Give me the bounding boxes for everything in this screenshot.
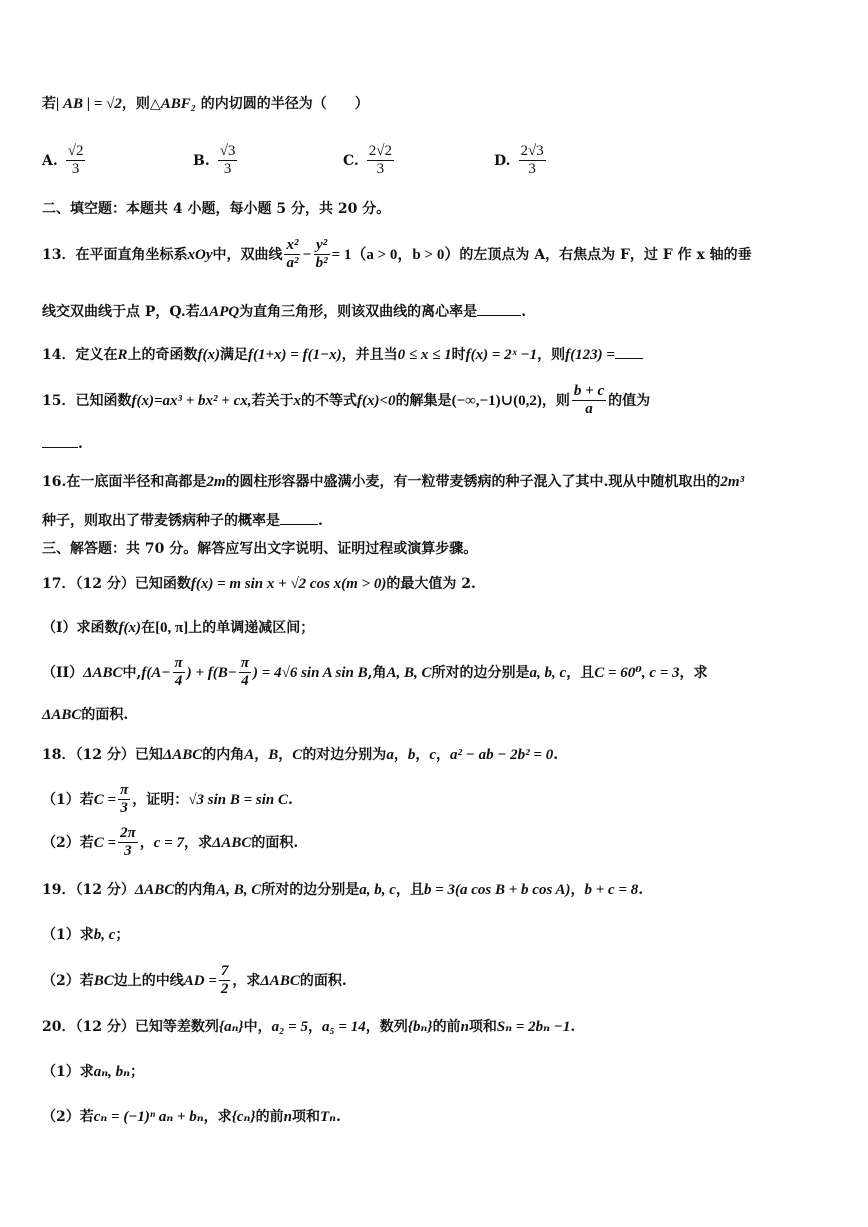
q19-text: 所对的边分别是 — [261, 882, 360, 898]
q19-text: 边上的中线 — [113, 972, 184, 989]
q19-math: b = 3(a cos B + b cos A) — [423, 882, 571, 898]
q18-text: ， — [415, 747, 430, 763]
q18-text: ， — [139, 834, 154, 851]
q12-option-d — [494, 143, 548, 179]
q18-math: C — [292, 747, 303, 763]
q18-text: 的内角 — [202, 747, 245, 763]
q17-math: f(A− — [141, 664, 171, 681]
q19-math: ΔABC — [260, 972, 300, 989]
q17-math: ) = 4√6 sin A sin B — [253, 664, 368, 681]
q17-frac-den: 4 — [241, 673, 249, 690]
q19-math: b + c = 8 — [584, 882, 639, 898]
q16-line1 — [42, 473, 744, 492]
q20-text: 项和 — [468, 1019, 497, 1035]
q16-line2 — [42, 512, 323, 531]
q20-text: （2）若 — [42, 1109, 94, 1125]
q18-text: 的对边分别为 — [302, 747, 387, 763]
q20-text: ； — [130, 1064, 144, 1080]
q18-math: c = 7 — [153, 834, 184, 851]
q12-option-c — [343, 143, 396, 179]
q19-text: 的面积. — [299, 972, 347, 989]
q16-text: . — [318, 513, 323, 529]
q17-text: 的面积. — [81, 707, 129, 723]
q17-text: 的最大值为 2. — [386, 576, 476, 592]
q14-math: f(1+x) = f(1−x) — [248, 347, 342, 363]
q17-part2-line2 — [42, 706, 128, 725]
q20-text: 中， — [243, 1019, 272, 1035]
q19-stem — [42, 881, 643, 900]
q20-math: a₅ = 14 — [321, 1019, 366, 1035]
option-label: C. — [343, 152, 359, 169]
q13-frac-den: a² — [286, 255, 299, 272]
section-heading-solutions: 三、解答题：共 70 分。解答应写出文字说明、证明过程或演算步骤。 — [42, 541, 478, 557]
q17-frac-num: π — [239, 655, 251, 673]
q13-line2 — [42, 303, 526, 322]
q17-math: A, B, C — [386, 664, 432, 681]
q20-math: {cₙ} — [231, 1109, 256, 1125]
q15-frac-num: b + c — [572, 383, 606, 401]
q16-text: 种子，则取出了带麦锈病种子的概率是 — [42, 513, 280, 529]
q18-math: B — [268, 747, 279, 763]
q19-part1 — [42, 926, 129, 945]
option-denominator: 3 — [223, 161, 232, 178]
q16-math: 2m — [206, 474, 226, 490]
q13-text: 线交双曲线于点 P，Q.若 — [42, 304, 200, 320]
q20-math: Sₙ = 2bₙ −1 — [496, 1019, 571, 1035]
q13-text: 的左顶点为 A，右焦点为 F，过 F 作 x 轴的垂 — [459, 246, 752, 263]
q17-text: 17．（12 分）已知函数 — [42, 576, 191, 592]
q18-math: a² − ab − 2b² = 0 — [449, 747, 554, 763]
q18-math: ΔABC — [211, 834, 252, 851]
q18-math: C = — [93, 834, 117, 851]
q20-math: aₙ, bₙ — [93, 1064, 130, 1080]
q17-math: ΔABC — [83, 664, 123, 681]
q17-math: f(x) — [118, 620, 142, 636]
q19-text: . — [638, 882, 644, 898]
q19-text: （1）求 — [42, 927, 94, 943]
option-numerator: √3 — [218, 143, 238, 161]
q12-math-ab: | AB | = √2 — [56, 96, 122, 112]
q14-math: f(x) = 2ˣ −1 — [465, 347, 538, 363]
q13-minus: − — [302, 246, 312, 263]
q19-frac-num: 7 — [219, 963, 231, 981]
q18-stem — [42, 746, 558, 765]
q15-line2 — [42, 435, 83, 454]
q19-math: a, b, c — [359, 882, 396, 898]
q20-math: n — [460, 1019, 469, 1035]
q12-text-b: ，则△ — [121, 96, 161, 112]
q20-text: . — [570, 1019, 576, 1035]
q19-text: ，且 — [395, 882, 424, 898]
q19-math: ΔABC — [134, 882, 175, 898]
q14-math: f(123) = — [565, 347, 615, 363]
q14-text: 时 — [451, 347, 466, 363]
q14-line — [42, 346, 643, 365]
q17-math: [0, π] — [155, 620, 189, 636]
q19-math: AD = — [183, 972, 217, 989]
q15-math: x — [293, 392, 302, 409]
q19-math: A, B, C — [216, 882, 262, 898]
q15-text: 的解集是 — [395, 392, 452, 409]
q14-math: f(x) — [197, 347, 220, 363]
q18-text: ， — [254, 747, 269, 763]
q20-text: ，数列 — [365, 1019, 408, 1035]
q15-text: ，则 — [541, 392, 570, 409]
q17-text: （II） — [42, 664, 84, 681]
q15-math: f(x)<0 — [357, 392, 396, 409]
q18-math: a — [386, 747, 394, 763]
q18-text: ， — [435, 747, 450, 763]
q13-line1 — [42, 237, 752, 273]
q17-frac-den: 4 — [174, 673, 183, 690]
answer-blank[interactable] — [615, 346, 643, 359]
q15-math: (−∞,−1)∪(0,2) — [451, 392, 542, 409]
option-denominator: 3 — [71, 161, 80, 178]
q18-text: ， — [278, 747, 293, 763]
q13-math-apq: ΔAPQ — [199, 304, 240, 320]
q14-text: ，并且当 — [341, 347, 398, 363]
q16-text: 的圆柱形容器中盛满小麦，有一粒带麦锈病的种子混入了其中.现从中随机取出的 — [225, 474, 721, 490]
q13-frac-den: b² — [315, 255, 328, 272]
q17-text: ,角 — [367, 664, 387, 681]
q14-text: 14．定义在 — [42, 347, 118, 363]
q18-math: c — [429, 747, 436, 763]
q17-text: （I）求函数 — [42, 620, 119, 636]
option-label: A. — [42, 152, 58, 169]
q20-math: cₙ = (−1)ⁿ aₙ + bₙ — [93, 1109, 204, 1125]
q15-line1 — [42, 383, 650, 419]
answer-blank[interactable] — [477, 303, 521, 316]
q14-math: R — [117, 347, 128, 363]
q19-text: ，求 — [232, 972, 261, 989]
q20-math: Tₙ — [320, 1109, 337, 1125]
q20-text: ，求 — [203, 1109, 232, 1125]
q17-frac-num: π — [173, 655, 185, 673]
q17-text: 所对的边分别是 — [431, 664, 530, 681]
option-denominator: 3 — [376, 161, 385, 178]
q19-text: 的内角 — [174, 882, 217, 898]
q19-math: BC — [93, 972, 114, 989]
q16-math: 2m³ — [720, 474, 745, 490]
q12-text-a: 若 — [42, 96, 56, 112]
q20-text: ， — [307, 1019, 322, 1035]
q16-text: 16.在一底面半径和高都是 — [42, 474, 207, 490]
q13-frac-num: y² — [314, 237, 330, 255]
q17-text: ，求 — [679, 664, 708, 681]
q17-part2 — [42, 655, 708, 691]
option-label: D. — [494, 152, 511, 169]
q17-math: C = 60⁰, c = 3 — [594, 664, 680, 681]
q17-math: a, b, c — [529, 664, 567, 681]
q17-math: f(x) = m sin x + √2 cos x(m > 0) — [190, 576, 387, 592]
q14-text: 满足 — [220, 347, 248, 363]
q17-text: 在 — [141, 620, 156, 636]
q17-math: ΔABC — [42, 707, 82, 723]
q18-math: √3 sin B = sin C — [188, 791, 288, 808]
q18-math: A — [244, 747, 255, 763]
q20-text: 的前 — [255, 1109, 284, 1125]
q18-math: C = — [93, 791, 117, 808]
q13-text: 13．在平面直角坐标系 — [42, 246, 188, 263]
q20-text: （1）求 — [42, 1064, 94, 1080]
q18-text: （2）若 — [42, 834, 94, 851]
q15-math: f(x)=ax³ + bx² + cx, — [131, 392, 252, 409]
q20-math: {bₙ} — [407, 1019, 433, 1035]
q20-stem — [42, 1018, 575, 1037]
option-numerator: 2√2 — [367, 143, 394, 161]
q18-text: ， — [393, 747, 408, 763]
q18-text: 18．（12 分）已知 — [42, 747, 163, 763]
q14-text: ，则 — [537, 347, 566, 363]
q20-math: a₂ = 5 — [271, 1019, 308, 1035]
q14-text: 上的奇函数 — [127, 347, 198, 363]
q18-part2 — [42, 825, 298, 861]
q18-text: . — [553, 747, 559, 763]
q17-stem — [42, 575, 476, 594]
q20-math: {aₙ} — [218, 1019, 244, 1035]
q15-text: . — [78, 436, 83, 452]
q19-text: ； — [115, 927, 130, 943]
q13-math-condition: = 1（a > 0，b > 0） — [331, 246, 460, 263]
q20-part1 — [42, 1063, 144, 1082]
q19-math: b, c — [93, 927, 116, 943]
q18-math: ΔABC — [162, 747, 203, 763]
q18-frac-num: π — [118, 782, 130, 800]
answer-blank[interactable] — [42, 435, 78, 448]
q18-text: （1）若 — [42, 791, 94, 808]
q13-text: 为直角三角形，则该双曲线的离心率是 — [239, 304, 478, 320]
q18-text: ，证明： — [132, 791, 189, 808]
q17-text: 上的单调递减区间； — [188, 620, 315, 636]
q18-frac-den: 3 — [124, 843, 132, 860]
q18-text: 的面积. — [251, 834, 299, 851]
option-numerator: √2 — [66, 143, 86, 161]
q20-text: 项和 — [292, 1109, 320, 1125]
q20-part2 — [42, 1108, 341, 1127]
q15-text: 15．已知函数 — [42, 392, 132, 409]
q12-stem — [42, 95, 369, 114]
section-heading-fill-in: 二、填空题：本题共 4 小题，每小题 5 分，共 20 分。 — [42, 201, 391, 217]
q15-text: 的值为 — [608, 392, 651, 409]
q20-text: 的前 — [432, 1019, 461, 1035]
q19-text: （2）若 — [42, 972, 94, 989]
q12-math-tri: ABF₂ — [160, 96, 196, 112]
q13-text: 中，双曲线 — [212, 246, 283, 263]
q17-math: ) + f(B− — [186, 664, 237, 681]
q12-option-a — [42, 143, 87, 179]
q18-text: ，求 — [183, 834, 212, 851]
q19-text: ， — [570, 882, 585, 898]
option-numerator: 2√3 — [519, 143, 546, 161]
q17-text: 中, — [122, 664, 142, 681]
q13-math-xoy: xOy — [187, 246, 213, 263]
q19-text: 19．（12 分） — [42, 882, 135, 898]
q18-math: b — [407, 747, 416, 763]
q20-text: 20．（12 分）已知等差数列 — [42, 1019, 219, 1035]
q17-part1 — [42, 619, 314, 638]
q19-part2 — [42, 963, 347, 999]
q12-option-b — [193, 143, 239, 179]
q15-frac-den: a — [585, 401, 593, 418]
q17-text: ，且 — [566, 664, 595, 681]
q15-text: 若关于 — [251, 392, 294, 409]
option-label: B. — [193, 152, 210, 169]
option-denominator: 3 — [528, 161, 536, 178]
q13-frac-num: x² — [284, 237, 300, 255]
q14-math: 0 ≤ x ≤ 1 — [397, 347, 452, 363]
q15-text: 的不等式 — [301, 392, 358, 409]
q18-text: . — [288, 791, 293, 808]
q18-frac-num: 2π — [118, 825, 138, 843]
q18-frac-den: 3 — [120, 800, 128, 817]
q18-part1 — [42, 782, 293, 818]
q13-text: . — [521, 304, 527, 320]
q19-frac-den: 2 — [220, 981, 229, 998]
q20-text: . — [336, 1109, 341, 1125]
q12-text-c: 的内切圆的半径为（ ） — [195, 96, 369, 112]
q20-math: n — [283, 1109, 292, 1125]
answer-blank[interactable] — [280, 512, 318, 525]
